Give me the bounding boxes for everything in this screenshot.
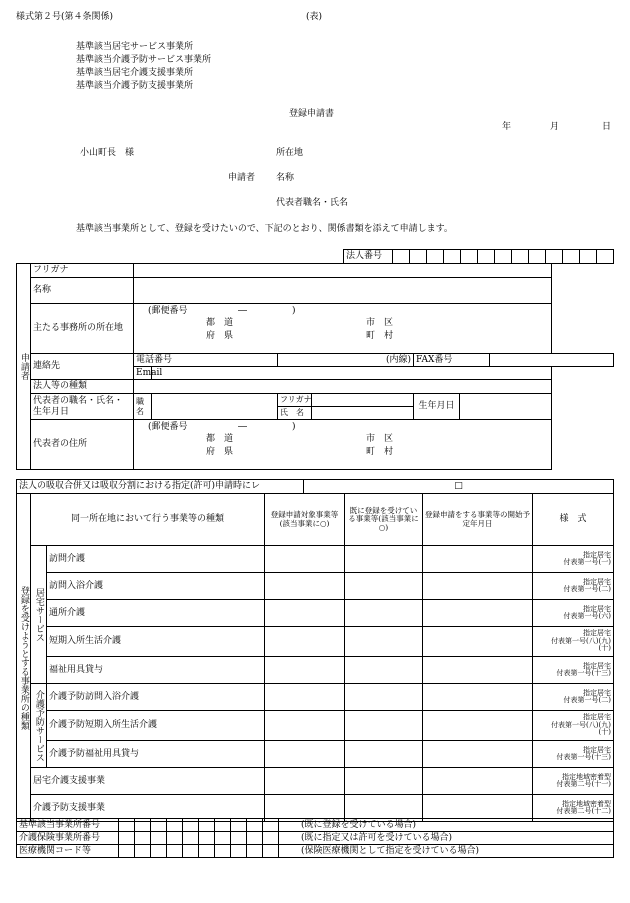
- start-cell[interactable]: [423, 573, 533, 600]
- form-ref: 指定居宅 付表第一号(八)(九) (十): [533, 627, 614, 657]
- rep-to-do-label: 都 道: [206, 434, 234, 444]
- code-digit[interactable]: [215, 832, 231, 845]
- form-ref: 指定居宅 付表第一号(二): [533, 684, 614, 711]
- corp-number-label: 法人番号: [344, 250, 393, 264]
- name-field-label: 名称: [31, 278, 134, 304]
- code-digit[interactable]: [167, 819, 183, 832]
- code-note: (保険医療機関として指定を受けている場合): [279, 845, 614, 858]
- target-cell[interactable]: [265, 627, 345, 657]
- rep-fu-ken-label: 府 県: [206, 447, 234, 457]
- name-input[interactable]: [134, 278, 552, 304]
- corp-number-digit[interactable]: [546, 250, 563, 264]
- postal-close: ): [292, 306, 296, 316]
- services-table: [16, 493, 614, 822]
- corp-number-digit[interactable]: [478, 250, 495, 264]
- services-side-label: 登録を受けようとする事業所の種類: [17, 494, 31, 822]
- email-label: Email: [134, 367, 152, 380]
- rep-postal-close: ): [292, 422, 296, 432]
- corp-number-digit[interactable]: [410, 250, 427, 264]
- target-cell[interactable]: [265, 741, 345, 768]
- contact-label: 連絡先: [31, 354, 134, 380]
- form-ref: 指定居宅 付表第一号(六): [533, 600, 614, 627]
- date-year: 年: [502, 122, 512, 132]
- furigana-label: フリガナ: [31, 264, 134, 278]
- code-digit[interactable]: [215, 845, 231, 858]
- code-note: (既に指定又は許可を受けている場合): [279, 832, 614, 845]
- service-name: 介護予防福祉用具貸与: [47, 741, 265, 768]
- full-name-label: 氏 名: [278, 407, 312, 420]
- start-cell[interactable]: [423, 711, 533, 741]
- service-name: 通所介護: [47, 600, 265, 627]
- form-side: (表): [306, 12, 323, 22]
- corp-number-digit[interactable]: [597, 250, 614, 264]
- date-month: 月: [550, 122, 560, 132]
- service-type-2: 基準該当介護予防サービス事業所: [76, 55, 212, 65]
- target-cell[interactable]: [265, 546, 345, 573]
- applicant-table: [16, 263, 614, 470]
- code-digit[interactable]: [135, 845, 151, 858]
- email-input[interactable]: [152, 367, 552, 380]
- service-name: 介護予防支援事業: [31, 795, 265, 822]
- name-label: 名称: [276, 173, 295, 183]
- code-label: 医療機関コード等: [17, 845, 119, 858]
- code-label: 基準該当事業所番号: [17, 819, 119, 832]
- office-address-input[interactable]: [134, 304, 552, 354]
- birth-input[interactable]: [460, 394, 552, 420]
- form-ref: 指定地域密着型 付表第二号(十一): [533, 768, 614, 795]
- code-digit[interactable]: [119, 832, 135, 845]
- code-digit[interactable]: [231, 832, 247, 845]
- rep-cho-son-label: 町 村: [366, 447, 394, 457]
- code-digit[interactable]: [119, 819, 135, 832]
- form-ref: 指定居宅 付表第一号(十三): [533, 657, 614, 684]
- furigana2-input[interactable]: [312, 394, 414, 407]
- corp-number-digit[interactable]: [444, 250, 461, 264]
- postal-label: (郵便番号: [148, 306, 188, 316]
- service-name: 福祉用具貸与: [47, 657, 265, 684]
- representative-label: 代表者職名・氏名: [276, 198, 349, 208]
- full-name-input[interactable]: [312, 407, 414, 420]
- corp-number-digit[interactable]: [461, 250, 478, 264]
- target-cell[interactable]: [265, 657, 345, 684]
- prevention-service-label: 介護予防サービス: [31, 684, 47, 768]
- already-cell[interactable]: [345, 768, 423, 795]
- service-name: 介護予防短期入所生活介護: [47, 711, 265, 741]
- date-day: 日: [602, 122, 612, 132]
- start-cell[interactable]: [423, 627, 533, 657]
- code-digit[interactable]: [183, 832, 199, 845]
- already-cell[interactable]: [345, 684, 423, 711]
- corp-number-digit[interactable]: [563, 250, 580, 264]
- service-type-4: 基準該当介護予防支援事業所: [76, 81, 194, 91]
- merger-table: [16, 479, 614, 494]
- intro-text: 基準該当事業所として、登録を受けたいので、下記のとおり、関係書類を添えて申請します。: [76, 224, 453, 234]
- rep-postal-label: (郵便番号: [148, 422, 188, 432]
- corp-number-digit[interactable]: [512, 250, 529, 264]
- to-do-label: 都 道: [206, 318, 234, 328]
- start-cell[interactable]: [423, 684, 533, 711]
- corp-number-table: [343, 249, 614, 264]
- furigana-input[interactable]: [134, 264, 552, 278]
- col-target-header: 登録申請対象事業等(該当事業に○): [265, 494, 345, 546]
- code-digit[interactable]: [215, 819, 231, 832]
- merger-label: 法人の吸収合併又は吸収分割における指定(許可)申請時にレ: [17, 480, 304, 494]
- code-digit[interactable]: [199, 832, 215, 845]
- addressee: 小山町長 様: [80, 148, 135, 158]
- shi-ku-label: 市 区: [366, 318, 394, 328]
- form-number: 様式第２号(第４条関係): [16, 12, 114, 22]
- birth-label: 生年月日: [414, 394, 460, 420]
- code-digit[interactable]: [247, 819, 263, 832]
- rep-postal-dash: ―: [238, 422, 247, 432]
- rep-address-label: 代表者の住所: [31, 420, 134, 470]
- form-ref: 指定地域密着型 付表第二号(十二): [533, 795, 614, 822]
- fax-input[interactable]: [490, 354, 614, 367]
- already-cell[interactable]: [345, 600, 423, 627]
- office-address-label: 主たる事務所の所在地: [31, 304, 134, 354]
- home-service-label: 居宅サービス: [31, 546, 47, 684]
- code-digit[interactable]: [231, 845, 247, 858]
- postal-dash: ―: [238, 306, 247, 316]
- code-label: 介護保険事業所番号: [17, 832, 119, 845]
- location-label: 所在地: [276, 148, 304, 158]
- code-digit[interactable]: [263, 819, 279, 832]
- target-cell[interactable]: [265, 711, 345, 741]
- code-digit[interactable]: [231, 819, 247, 832]
- already-cell[interactable]: [345, 627, 423, 657]
- code-digit[interactable]: [183, 845, 199, 858]
- code-digit[interactable]: [167, 845, 183, 858]
- code-digit[interactable]: [199, 819, 215, 832]
- already-cell[interactable]: [345, 711, 423, 741]
- rep-address-input[interactable]: [134, 420, 552, 470]
- code-digit[interactable]: [151, 845, 167, 858]
- code-digit[interactable]: [151, 819, 167, 832]
- target-cell[interactable]: [265, 684, 345, 711]
- col-type-header: 同一所在地において行う事業等の種類: [31, 494, 265, 546]
- service-name: 訪問介護: [47, 546, 265, 573]
- already-cell[interactable]: [345, 657, 423, 684]
- position-input[interactable]: [152, 394, 278, 420]
- code-digit[interactable]: [135, 819, 151, 832]
- corp-type-input[interactable]: [134, 380, 552, 394]
- code-digit[interactable]: [263, 832, 279, 845]
- corp-type-label: 法人等の種類: [31, 380, 134, 394]
- code-digit[interactable]: [151, 832, 167, 845]
- extension-label: (内線): [278, 354, 414, 367]
- target-cell[interactable]: [265, 573, 345, 600]
- already-cell[interactable]: [345, 573, 423, 600]
- service-name: 訪問入浴介護: [47, 573, 265, 600]
- service-name: 居宅介護支援事業: [31, 768, 265, 795]
- merger-checkbox[interactable]: □: [304, 480, 614, 494]
- start-cell[interactable]: [423, 768, 533, 795]
- furigana2-label: フリガナ: [278, 394, 312, 407]
- code-digit[interactable]: [263, 845, 279, 858]
- already-cell[interactable]: [345, 546, 423, 573]
- rep-shi-ku-label: 市 区: [366, 434, 394, 444]
- code-digit[interactable]: [135, 832, 151, 845]
- col-already-header: 既に登録を受けている事業等(該当事業に○): [345, 494, 423, 546]
- start-cell[interactable]: [423, 546, 533, 573]
- service-name: 介護予防訪問入浴介護: [47, 684, 265, 711]
- form-ref: 指定居宅 付表第一号(八)(九) (十): [533, 711, 614, 741]
- code-note: (既に登録を受けている場合): [279, 819, 614, 832]
- form-ref: 指定居宅 付表第一号(二): [533, 573, 614, 600]
- corp-number-digit[interactable]: [529, 250, 546, 264]
- code-digit[interactable]: [247, 832, 263, 845]
- phone-label: 電話番号: [134, 354, 278, 367]
- start-cell[interactable]: [423, 741, 533, 768]
- applicant-label: 申請者: [228, 173, 256, 183]
- already-cell[interactable]: [345, 741, 423, 768]
- start-cell[interactable]: [423, 657, 533, 684]
- fu-ken-label: 府 県: [206, 331, 234, 341]
- service-name: 短期入所生活介護: [47, 627, 265, 657]
- corp-number-digit[interactable]: [427, 250, 444, 264]
- col-form-header: 様 式: [533, 494, 614, 546]
- corp-number-digit[interactable]: [580, 250, 597, 264]
- code-digit[interactable]: [199, 845, 215, 858]
- code-digit[interactable]: [183, 819, 199, 832]
- codes-table: [16, 818, 614, 858]
- position-label: 職名: [134, 394, 152, 420]
- rep-title-label: 代表者の職名・氏名・生年月日: [31, 394, 134, 420]
- col-start-header: 登録申請をする事業等の開始予定年月日: [423, 494, 533, 546]
- target-cell[interactable]: [265, 768, 345, 795]
- code-digit[interactable]: [247, 845, 263, 858]
- service-type-1: 基準該当居宅サービス事業所: [76, 42, 194, 52]
- corp-number-digit[interactable]: [393, 250, 410, 264]
- start-cell[interactable]: [423, 600, 533, 627]
- document-title: 登録申請書: [289, 109, 335, 119]
- form-ref: 指定居宅 付表第一号(十三): [533, 741, 614, 768]
- code-digit[interactable]: [167, 832, 183, 845]
- service-type-3: 基準該当居宅介護支援事業所: [76, 68, 194, 78]
- cho-son-label: 町 村: [366, 331, 394, 341]
- code-digit[interactable]: [119, 845, 135, 858]
- target-cell[interactable]: [265, 600, 345, 627]
- fax-label: FAX番号: [414, 354, 490, 367]
- applicant-side-label: 申請者: [17, 264, 31, 470]
- form-ref: 指定居宅 付表第一号(一): [533, 546, 614, 573]
- corp-number-digit[interactable]: [495, 250, 512, 264]
